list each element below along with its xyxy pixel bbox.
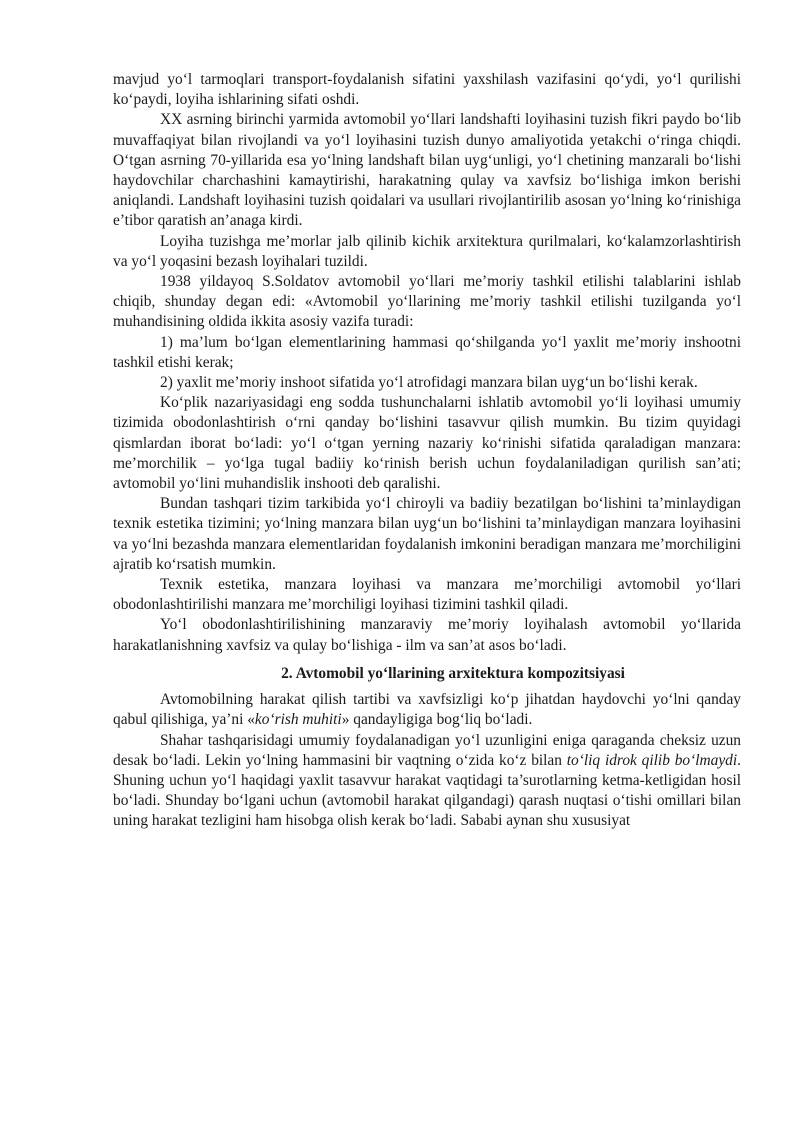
text-run: » qandayligiga bog‘liq bo‘ladi.	[341, 711, 533, 729]
document-page	[113, 70, 741, 832]
text-run: . Shuning uchun yo‘l haqidagi yaxlit tasavvur harakat vaqtidagi ta’surotlarning ketma-ketligidan hosil bo‘ladi. Shunday bo‘lgani uchun (avtomobil harakat qilgandagi) qarash nuqtasi o‘tishi omillari bilan uning harakat tezligini ham hisobga olish kerak bo‘ladi. Sababi aynan shu xususiyat	[113, 751, 741, 830]
section-heading: 2. Avtomobil yo‘llarining arxitektura kompozitsiyasi	[281, 664, 625, 682]
paragraph-task-2: 2) yaxlit me’moriy inshoot sifatida yo‘l atrofidagi manzara bilan uyg‘un bo‘lishi kerak.	[160, 374, 698, 392]
paragraph-continuation: mavjud yo‘l tarmoqlari transport-foydalanish sifatini yaxshilash vazifasini qo‘ydi, yo‘l qurilishi ko‘paydi, loyiha ishlarining sifati oshdi.	[113, 71, 741, 109]
paragraph-task-1: 1) ma’lum bo‘lgan elementlarining hammasi qo‘shilganda yo‘l yaxlit me’moriy inshootni tashkil etishi kerak;	[113, 333, 741, 371]
paragraph-soldatov: 1938 yildayoq S.Soldatov avtomobil yo‘llari me’moriy tashkil etilishi talablarini ishlab chiqib, shunday degan edi: «Avtomobil yo‘llarining me’moriy tashkil etilishi tuzilganda yo‘l muhandisining oldida ikkita asosiy vazifa turadi:	[113, 273, 741, 331]
paragraph-visual-environment	[113, 690, 741, 730]
paragraph-road-perception	[113, 731, 741, 832]
text-run: Shahar tashqarisidagi umumiy foydalanadigan yo‘l uzunligini eniga qaraganda cheksiz uzun desak bo‘ladi. Lekin yo‘lning hammasini bir vaqtning o‘zida ko‘z bilan	[113, 731, 741, 769]
text-run: Avtomobilning harakat qilish tartibi va xavfsizligi ko‘p jihatdan haydovchi yo‘lni qanday qabul qilishiga, ya’ni «	[113, 691, 741, 729]
paragraph-landscape-history: XX asrning birinchi yarmida avtomobil yo‘llari landshafti loyihasini tuzish fikri paydo bo‘lib muvaffaqiyat bilan rivojlandi va yo‘l loyihasini tuzish dunyo amaliyotida yetakchi o‘ringa chiqdi. O‘tgan asrning 70-yillarida esa yo‘lning landshaft bilan uyg‘unligi, yo‘l chetining manzarali bo‘lishi haydovchilar charchashini kamaytirishi, harakatning qulay va xavfsiz bo‘lishiga imkon berishi aniqlandi. Landshaft loyihasini tuzish qoidalari va usullari rivojlantirilib asosan yo‘lning ko‘rinishiga e’tibor qaratish an’anaga kirdi.	[113, 111, 741, 230]
paragraph-system: Texnik estetika, manzara loyihasi va manzara me’morchiligi avtomobil yo‘llari obodonlashtirilishi manzara me’morchiligi loyihasi tizimini tashkil qiladi.	[113, 576, 741, 614]
italic-term: ko‘rish muhiti	[254, 711, 342, 729]
paragraph-technical-aesthetics: Bundan tashqari tizim tarkibida yo‘l chiroyli va badiiy bezatilgan bo‘lishini ta’minlaydigan texnik estetika tizimini; yo‘lning manzara bilan uyg‘un bo‘lishini ta’minlaydigan manzara loyihasini va yo‘lni bezashda manzara elementlaridan foydalanish imkonini beradigan manzara me’morchiligini ajratib ko‘rsatish mumkin.	[113, 495, 741, 573]
paragraph-safety: Yo‘l obodonlashtirilishining manzaraviy me’moriy loyihalash avtomobil yo‘llarida harakatlanishning xavfsiz va qulay bo‘lishiga - ilm va san’at asos bo‘ladi.	[113, 616, 741, 654]
italic-term: to‘liq idrok qilib bo‘lmaydi	[566, 751, 738, 769]
paragraph-set-theory: Ko‘plik nazariyasidagi eng sodda tushunchalarni ishlatib avtomobil yo‘li loyihasi umumiy tizimida obodonlashtirish o‘rni qanday bo‘lishini tasavvur qilish mumkin. Bu tizim quyidagi qismlardan iborat bo‘ladi: yo‘l o‘tgan yerning nazariy ko‘rinishi sifatida qaraladigan manzara: me’morchilik – yo‘lga tugal badiiy ko‘rinish berish uchun foydalaniladigan qurilish san’ati; avtomobil yo‘lini muhandislik inshooti deb qaralishi.	[113, 394, 741, 493]
paragraph-architects: Loyiha tuzishga me’morlar jalb qilinib kichik arxitektura qurilmalari, ko‘kalamzorlashtirish va yo‘l yoqasini bezash loyihalari tuzildi.	[113, 232, 741, 270]
